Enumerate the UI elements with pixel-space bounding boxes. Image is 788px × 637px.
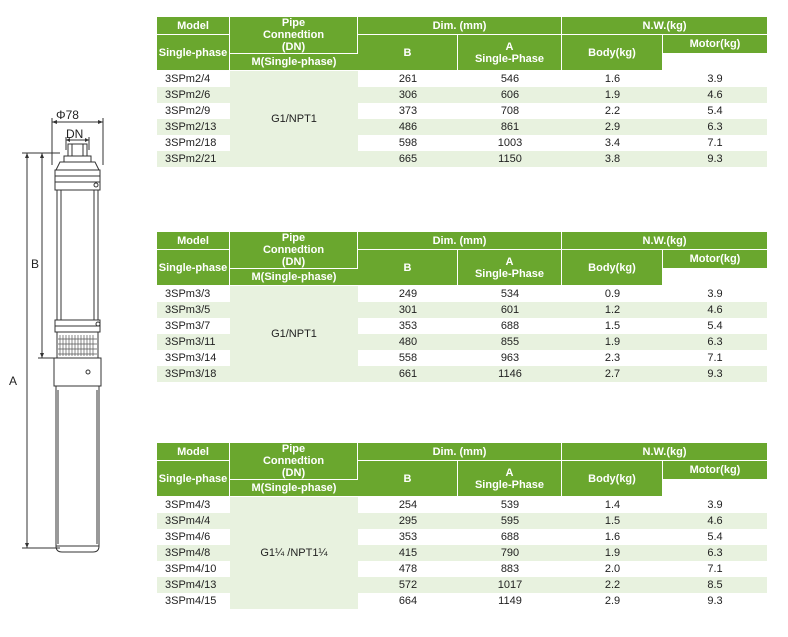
a-cell: 1017: [458, 577, 562, 593]
table-body: [157, 497, 767, 609]
dn-label: DN: [66, 127, 84, 141]
b-header: B: [358, 461, 458, 497]
table-row: [157, 71, 767, 87]
b-cell: 301: [358, 302, 458, 318]
motor-header: Motor(kg): [663, 35, 767, 54]
motor-weight-cell: 4.6: [663, 302, 767, 318]
motor-weight-cell: 9.3: [663, 151, 767, 167]
a-cell: 539: [458, 497, 562, 513]
spec-table-3spm4: [157, 443, 767, 609]
nw-header: N.W.(kg): [562, 17, 767, 35]
table-body: [157, 286, 767, 382]
motor-single-header: M(Single-phase): [230, 269, 358, 286]
model-header: Model: [157, 232, 230, 250]
motor-weight-cell: 3.9: [663, 71, 767, 87]
motor-weight-cell: 5.4: [663, 529, 767, 545]
motor-header: Motor(kg): [663, 461, 767, 480]
body-weight-cell: 0.9: [562, 286, 663, 302]
model-cell: 3SPm3/7: [157, 318, 230, 334]
motor-weight-cell: 3.9: [663, 497, 767, 513]
b-cell: 306: [358, 87, 458, 103]
model-cell: 3SPm4/15: [157, 593, 230, 609]
motor-weight-cell: 4.6: [663, 87, 767, 103]
body-weight-cell: 3.4: [562, 135, 663, 151]
pipe-connection-header: Pipe Connedtion (DN): [230, 232, 358, 269]
motor-weight-cell: 5.4: [663, 103, 767, 119]
a-cell: 1003: [458, 135, 562, 151]
single-phase-header: Single-phase: [157, 250, 230, 286]
model-header: Model: [157, 443, 230, 461]
b-cell: 373: [358, 103, 458, 119]
a-cell: 1150: [458, 151, 562, 167]
model-cell: 3SPm2/13: [157, 119, 230, 135]
model-cell: 3SPm3/18: [157, 366, 230, 382]
b-cell: 572: [358, 577, 458, 593]
body-weight-cell: 2.0: [562, 561, 663, 577]
pipe-connection-header: Pipe Connedtion (DN): [230, 17, 358, 54]
motor-weight-cell: 7.1: [663, 135, 767, 151]
pipe-connection-cell: G1¼ /NPT1¼: [230, 497, 358, 609]
b-cell: 353: [358, 318, 458, 334]
body-weight-cell: 1.9: [562, 334, 663, 350]
pipe-connection-header: Pipe Connedtion (DN): [230, 443, 358, 480]
b-dimension-label: B: [31, 257, 40, 271]
body-weight-cell: 1.5: [562, 318, 663, 334]
a-header: A Single-Phase: [458, 461, 562, 497]
model-cell: 3SPm4/10: [157, 561, 230, 577]
motor-weight-cell: 6.3: [663, 119, 767, 135]
body-weight-cell: 2.2: [562, 577, 663, 593]
model-cell: 3SPm2/9: [157, 103, 230, 119]
b-cell: 558: [358, 350, 458, 366]
table-row: [157, 286, 767, 302]
pump-diagram: [0, 0, 150, 637]
model-cell: 3SPm3/11: [157, 334, 230, 350]
motor-weight-cell: 7.1: [663, 561, 767, 577]
body-weight-cell: 1.2: [562, 302, 663, 318]
body-weight-cell: 2.7: [562, 366, 663, 382]
b-cell: 480: [358, 334, 458, 350]
model-cell: 3SPm4/3: [157, 497, 230, 513]
motor-weight-cell: 9.3: [663, 593, 767, 609]
b-cell: 261: [358, 71, 458, 87]
model-cell: 3SPm2/21: [157, 151, 230, 167]
dim-header: Dim. (mm): [358, 232, 562, 250]
b-header: B: [358, 250, 458, 286]
model-cell: 3SPm4/13: [157, 577, 230, 593]
model-header: Model: [157, 17, 230, 35]
a-cell: 534: [458, 286, 562, 302]
table-body: [157, 71, 767, 167]
dim-header: Dim. (mm): [358, 443, 562, 461]
a-cell: 601: [458, 302, 562, 318]
single-phase-header: Single-phase: [157, 35, 230, 71]
a-cell: 790: [458, 545, 562, 561]
model-cell: 3SPm3/5: [157, 302, 230, 318]
a-cell: 855: [458, 334, 562, 350]
body-weight-cell: 3.8: [562, 151, 663, 167]
b-cell: 249: [358, 286, 458, 302]
motor-weight-cell: 8.5: [663, 577, 767, 593]
nw-header: N.W.(kg): [562, 232, 767, 250]
model-cell: 3SPm2/18: [157, 135, 230, 151]
motor-weight-cell: 4.6: [663, 513, 767, 529]
motor-single-header: M(Single-phase): [230, 54, 358, 71]
b-cell: 665: [358, 151, 458, 167]
a-cell: 688: [458, 318, 562, 334]
body-weight-cell: 2.3: [562, 350, 663, 366]
model-cell: 3SPm2/6: [157, 87, 230, 103]
body-weight-cell: 1.4: [562, 497, 663, 513]
b-cell: 664: [358, 593, 458, 609]
pump-drawing: [0, 0, 150, 637]
body-weight-cell: 1.6: [562, 529, 663, 545]
b-cell: 661: [358, 366, 458, 382]
body-header: Body(kg): [562, 35, 663, 71]
body-weight-cell: 1.9: [562, 545, 663, 561]
b-header: B: [358, 35, 458, 71]
a-cell: 1149: [458, 593, 562, 609]
a-cell: 708: [458, 103, 562, 119]
body-weight-cell: 2.9: [562, 593, 663, 609]
model-cell: 3SPm4/6: [157, 529, 230, 545]
a-header: A Single-Phase: [458, 35, 562, 71]
model-cell: 3SPm3/3: [157, 286, 230, 302]
a-cell: 1146: [458, 366, 562, 382]
motor-weight-cell: 6.3: [663, 545, 767, 561]
model-cell: 3SPm3/14: [157, 350, 230, 366]
a-cell: 546: [458, 71, 562, 87]
b-cell: 598: [358, 135, 458, 151]
a-cell: 606: [458, 87, 562, 103]
pipe-connection-cell: G1/NPT1: [230, 71, 358, 167]
body-weight-cell: 1.5: [562, 513, 663, 529]
dim-header: Dim. (mm): [358, 17, 562, 35]
body-header: Body(kg): [562, 461, 663, 497]
a-cell: 883: [458, 561, 562, 577]
a-cell: 963: [458, 350, 562, 366]
b-cell: 415: [358, 545, 458, 561]
model-cell: 3SPm4/4: [157, 513, 230, 529]
b-cell: 486: [358, 119, 458, 135]
body-weight-cell: 1.6: [562, 71, 663, 87]
motor-weight-cell: 7.1: [663, 350, 767, 366]
motor-weight-cell: 6.3: [663, 334, 767, 350]
b-cell: 353: [358, 529, 458, 545]
body-weight-cell: 1.9: [562, 87, 663, 103]
motor-single-header: M(Single-phase): [230, 480, 358, 497]
body-weight-cell: 2.9: [562, 119, 663, 135]
a-cell: 688: [458, 529, 562, 545]
b-cell: 478: [358, 561, 458, 577]
motor-weight-cell: 3.9: [663, 286, 767, 302]
b-cell: 254: [358, 497, 458, 513]
body-weight-cell: 2.2: [562, 103, 663, 119]
diameter-label: Φ78: [56, 108, 79, 122]
b-cell: 295: [358, 513, 458, 529]
a-header: A Single-Phase: [458, 250, 562, 286]
pipe-connection-cell: G1/NPT1: [230, 286, 358, 382]
a-cell: 595: [458, 513, 562, 529]
single-phase-header: Single-phase: [157, 461, 230, 497]
a-cell: 861: [458, 119, 562, 135]
a-dimension-label: A: [9, 374, 18, 388]
model-cell: 3SPm2/4: [157, 71, 230, 87]
spec-table-3spm3: [157, 232, 767, 382]
motor-header: Motor(kg): [663, 250, 767, 269]
motor-weight-cell: 5.4: [663, 318, 767, 334]
nw-header: N.W.(kg): [562, 443, 767, 461]
spec-table-3spm2: [157, 17, 767, 167]
table-row: [157, 497, 767, 513]
model-cell: 3SPm4/8: [157, 545, 230, 561]
motor-weight-cell: 9.3: [663, 366, 767, 382]
body-header: Body(kg): [562, 250, 663, 286]
